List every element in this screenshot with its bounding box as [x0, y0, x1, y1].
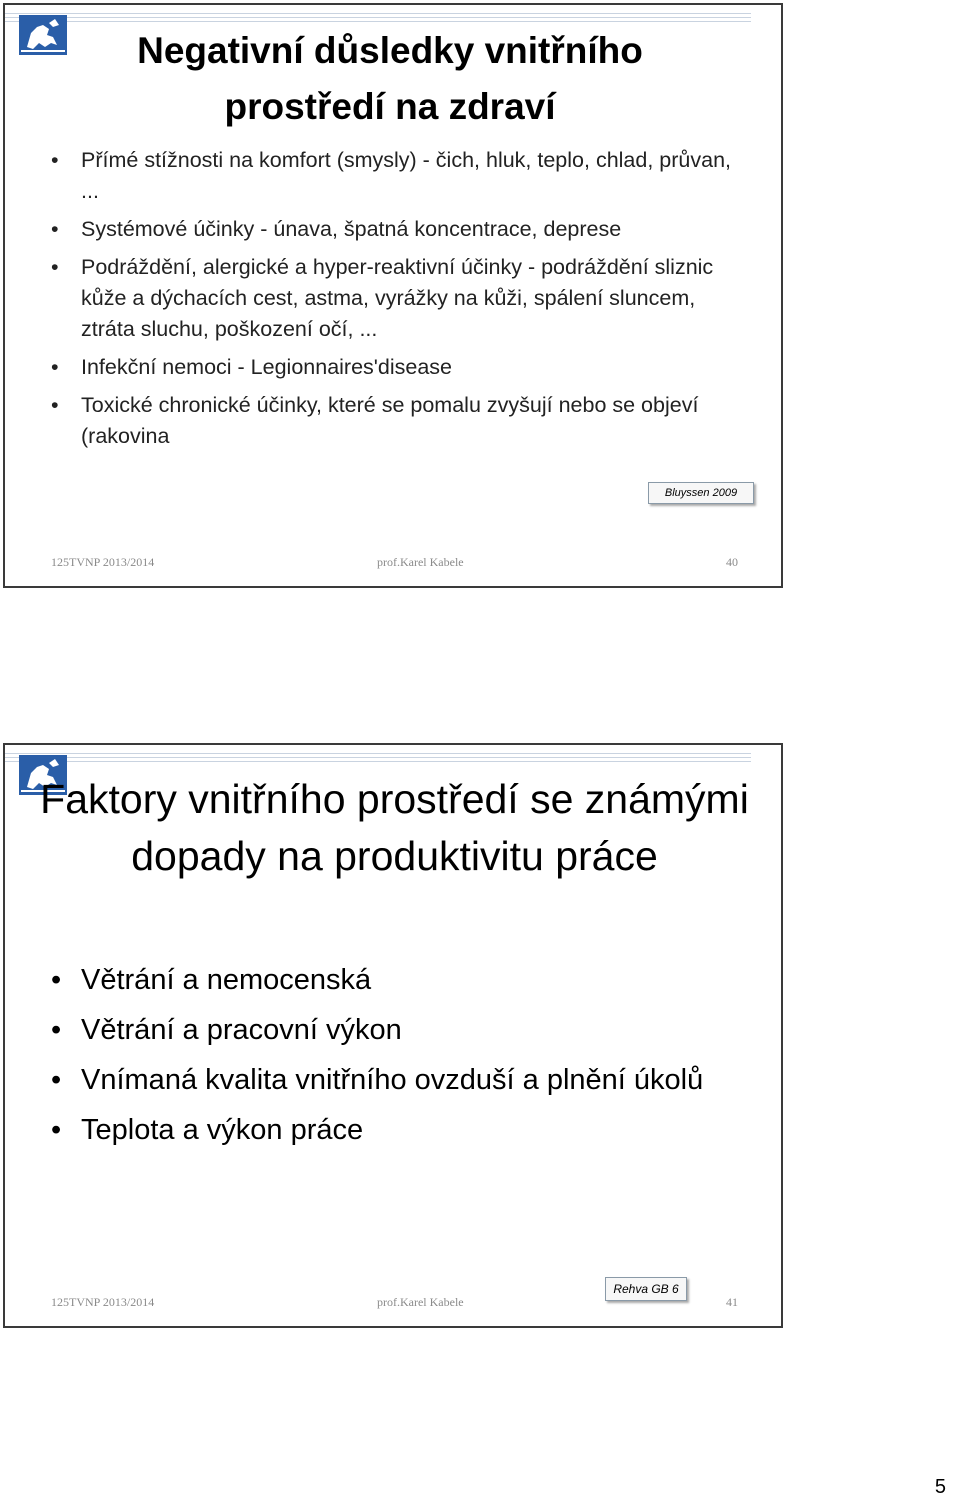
list-item: • Vnímaná kvalita vnitřního ovzduší a plnění úkolů	[51, 1059, 731, 1101]
slide-40	[3, 3, 783, 588]
footer-slide-number: 40	[726, 555, 738, 569]
slide-41	[3, 743, 783, 1328]
cvut-lion-logo-icon	[19, 15, 67, 55]
footer-author: prof.Karel Kabele	[377, 1295, 464, 1309]
list-item: • Infekční nemoci - Legionnaires'disease	[51, 352, 731, 383]
list-item: • Teplota a výkon práce	[51, 1109, 731, 1151]
slide-title	[65, 23, 715, 135]
footer-slide-number: 41	[726, 1295, 738, 1309]
list-item: • Systémové účinky - únava, špatná koncentrace, deprese	[51, 214, 731, 245]
list-item: • Podráždění, alergické a hyper-reaktivní účinky - podráždění sliznic kůže a dýchacích cest, astma, vyrážky na kůži, spálení sluncem, ztráta sluchu, poškození očí, ...	[51, 252, 731, 345]
citation-box: Rehva GB 6	[605, 1277, 687, 1301]
slide-title-line2: prostředí na zdraví	[224, 86, 556, 127]
footer-course: 125TVNP 2013/2014	[51, 555, 155, 569]
slide-title-line2: dopady na produktivitu práce	[131, 833, 658, 879]
citation-box: Bluyssen 2009	[648, 482, 754, 504]
bullet-list	[51, 145, 731, 459]
list-item: • Přímé stížnosti na komfort (smysly) - čich, hluk, teplo, chlad, průvan, ...	[51, 145, 731, 207]
slide-title	[7, 771, 782, 885]
list-item: • Větrání a pracovní výkon	[51, 1009, 731, 1051]
page-number: 5	[934, 1476, 946, 1498]
bullet-list	[51, 959, 731, 1159]
footer-course: 125TVNP 2013/2014	[51, 1295, 155, 1309]
slide-title-line1: Faktory vnitřního prostředí se známými	[40, 776, 749, 822]
header-decoration-lines	[5, 751, 751, 765]
list-item: • Toxické chronické účinky, které se pomalu zvyšují nebo se objeví (rakovina	[51, 390, 731, 452]
slide-title-line1: Negativní důsledky vnitřního	[137, 30, 643, 71]
footer-author: prof.Karel Kabele	[377, 555, 464, 569]
list-item: • Větrání a nemocenská	[51, 959, 731, 1001]
